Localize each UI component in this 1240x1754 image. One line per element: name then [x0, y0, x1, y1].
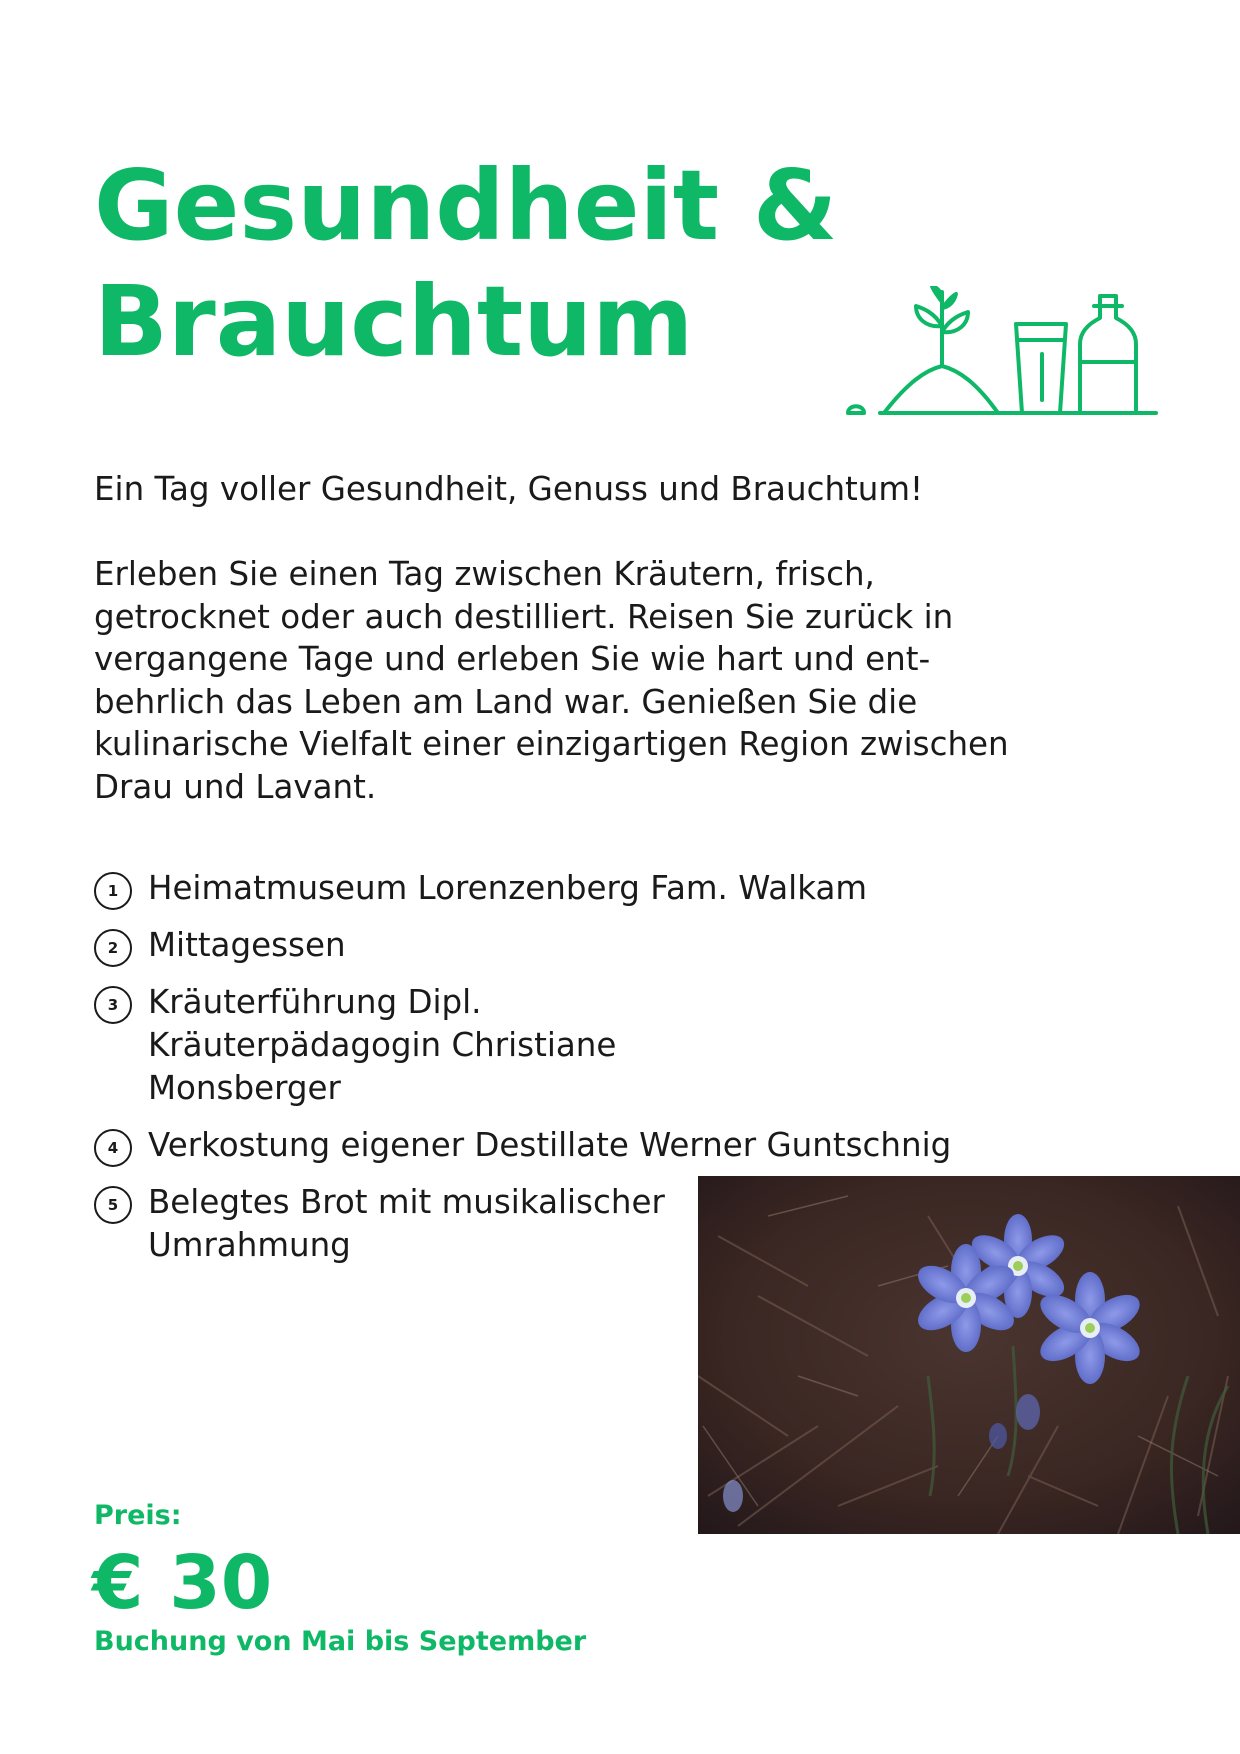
- program-item-text: Verkostung eigener Destillate Werner Guntschnig: [148, 1126, 952, 1164]
- intro-description: [94, 553, 1054, 809]
- number-circle-icon: 4: [94, 1129, 132, 1167]
- description-line: getrocknet oder auch destilliert. Reisen Sie zurück in: [94, 597, 954, 636]
- herbs-glass-bottle-icon: [838, 286, 1168, 422]
- number-circle-icon: 1: [94, 872, 132, 910]
- program-item: [94, 867, 1014, 910]
- intro-lead: Ein Tag voller Gesundheit, Genuss und Brauchtum!: [94, 470, 924, 508]
- flower-photo: [698, 1176, 1240, 1534]
- program-item: [94, 981, 1014, 1110]
- program-item-text: Heimatmuseum Lorenzenberg Fam. Walkam: [148, 869, 868, 907]
- description-line: Drau und Lavant.: [94, 767, 377, 806]
- number-circle-icon: 5: [94, 1186, 132, 1224]
- number-circle-icon: 3: [94, 986, 132, 1024]
- title-line-1: Gesundheit &: [94, 149, 838, 262]
- program-item: [94, 924, 1014, 967]
- title-line-2: Brauchtum: [94, 265, 694, 378]
- program-item-text: Kräuterführung Dipl. Kräuterpädagogin Christiane Monsberger: [148, 983, 617, 1107]
- page-title: [94, 148, 838, 380]
- description-line: behrlich das Leben am Land war. Genießen Sie die: [94, 682, 918, 721]
- price-value: € 30: [92, 1540, 273, 1626]
- booking-period: Buchung von Mai bis September: [94, 1626, 587, 1657]
- program-item-text: Belegtes Brot mit musikalischer Umrahmung: [148, 1183, 665, 1264]
- program-item: [94, 1124, 1014, 1167]
- program-item-text: Mittagessen: [148, 926, 346, 964]
- description-line: vergangene Tage und erleben Sie wie hart und ent-: [94, 640, 931, 679]
- description-line: Erleben Sie einen Tag zwischen Kräutern, frisch,: [94, 555, 875, 593]
- price-label: Preis:: [94, 1500, 182, 1531]
- number-circle-icon: 2: [94, 929, 132, 967]
- description-line: kulinarische Vielfalt einer einzigartigen Region zwischen: [94, 725, 1009, 764]
